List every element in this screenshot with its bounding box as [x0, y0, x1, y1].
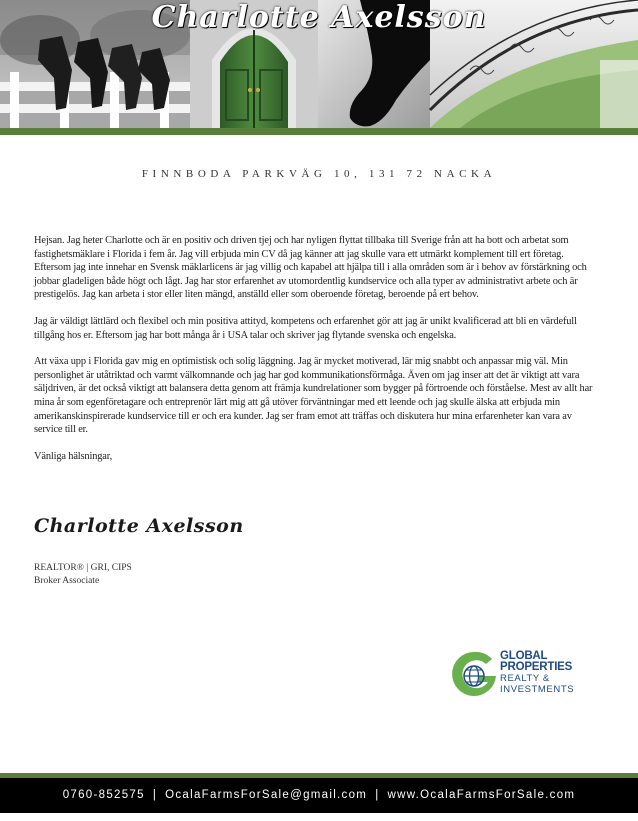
- logo-line-properties: PROPERTIES: [500, 661, 573, 673]
- footer-contact-bar: [0, 773, 638, 813]
- logo-text: [500, 651, 574, 695]
- logo-line-realty: REALTY &: [500, 673, 550, 684]
- logo-line-investments: INVESTMENTS: [500, 684, 575, 695]
- header-name-title: Charlotte Axelsson: [151, 0, 487, 35]
- letter-paragraph-1: Hejsan. Jag heter Charlotte och är en positiv och driven tjej och har nyligen flyttat tillbaka till Sverige från att ha bott och arbetat som fastighetsmäklare i Florida i fem år. Jag vill erbjuda min CV då jag känner att jag skulle vara ett utmärkt komplement till ert företag. Eftersom jag inte innehar en Svensk mäklarlicens är jag villig och kapabel att hjälpa till i alla områden som är i behov av förstärkning och jobbar gladeligen både högt och lågt. Jag har stor erfarenhet av utomordentlig kundservice och alla typer av administrativt arbete och är prestigelös. Jag kan arbeta i stor eller liten mängd, anställd eller som oberoende företag, beroende på ert behov.: [34, 235, 587, 301]
- footer-website[interactable]: www.OcalaFarmsForSale.com: [387, 789, 576, 801]
- letter-paragraph-2: Jag är väldigt lättlärd och flexibel och min positiva attityd, kompetens och erfarenhet gör att jag är unikt kvalificerad att bli en värdefull tillgång hos er. Eftersom jag har bott många år i USA talar och skriver jag flytande svenska och engelska.: [34, 315, 577, 341]
- address-line: FINNBODA PARKVÄG 10, 131 72 NACKA: [141, 168, 497, 180]
- header-green-rule: [0, 128, 638, 135]
- credentials-title: REALTOR® | GRI, CIPS: [34, 563, 132, 573]
- letter-closing: Vänliga hälsningar,: [34, 450, 113, 462]
- header-banner: [0, 0, 638, 128]
- footer-separator-1: |: [152, 789, 158, 801]
- globe-g-icon: [448, 648, 500, 700]
- company-logo: [448, 648, 588, 700]
- letter-body: [34, 234, 594, 476]
- letter-paragraph-3: Att växa upp i Florida gav mig en optimistisk och solig läggning. Jag är mycket motiverad, lär mig snabbt och anpassar mig väl. Min personlighet är utåtriktad och varmt välkomnande och jag har god kommunikationsförmåga. Även om jag inser att det är viktigt att vara säljdriven, är det också viktigt att balansera detta genom att främja kundrelationer som bygger på förtroende och förståelse. Mest av allt har mina år som egenföretagare och entreprenör lärt mig att gå utöver förväntningar med ett leende och jag skulle älska att erbjuda min amerikanskinspirerade kundservice till er och era kunder. Jag ser fram emot att träffas och diskutera hur mina erfarenheter kan vara av service till er.: [34, 356, 593, 436]
- credentials-role: Broker Associate: [34, 575, 100, 586]
- footer-email[interactable]: OcalaFarmsForSale@gmail.com: [165, 789, 368, 801]
- logo-line-global: GLOBAL: [500, 650, 548, 662]
- footer-phone: 0760-852575: [62, 789, 145, 801]
- footer-separator-2: |: [375, 789, 380, 801]
- signature: Charlotte Axelsson: [34, 515, 244, 537]
- credentials: [34, 562, 132, 587]
